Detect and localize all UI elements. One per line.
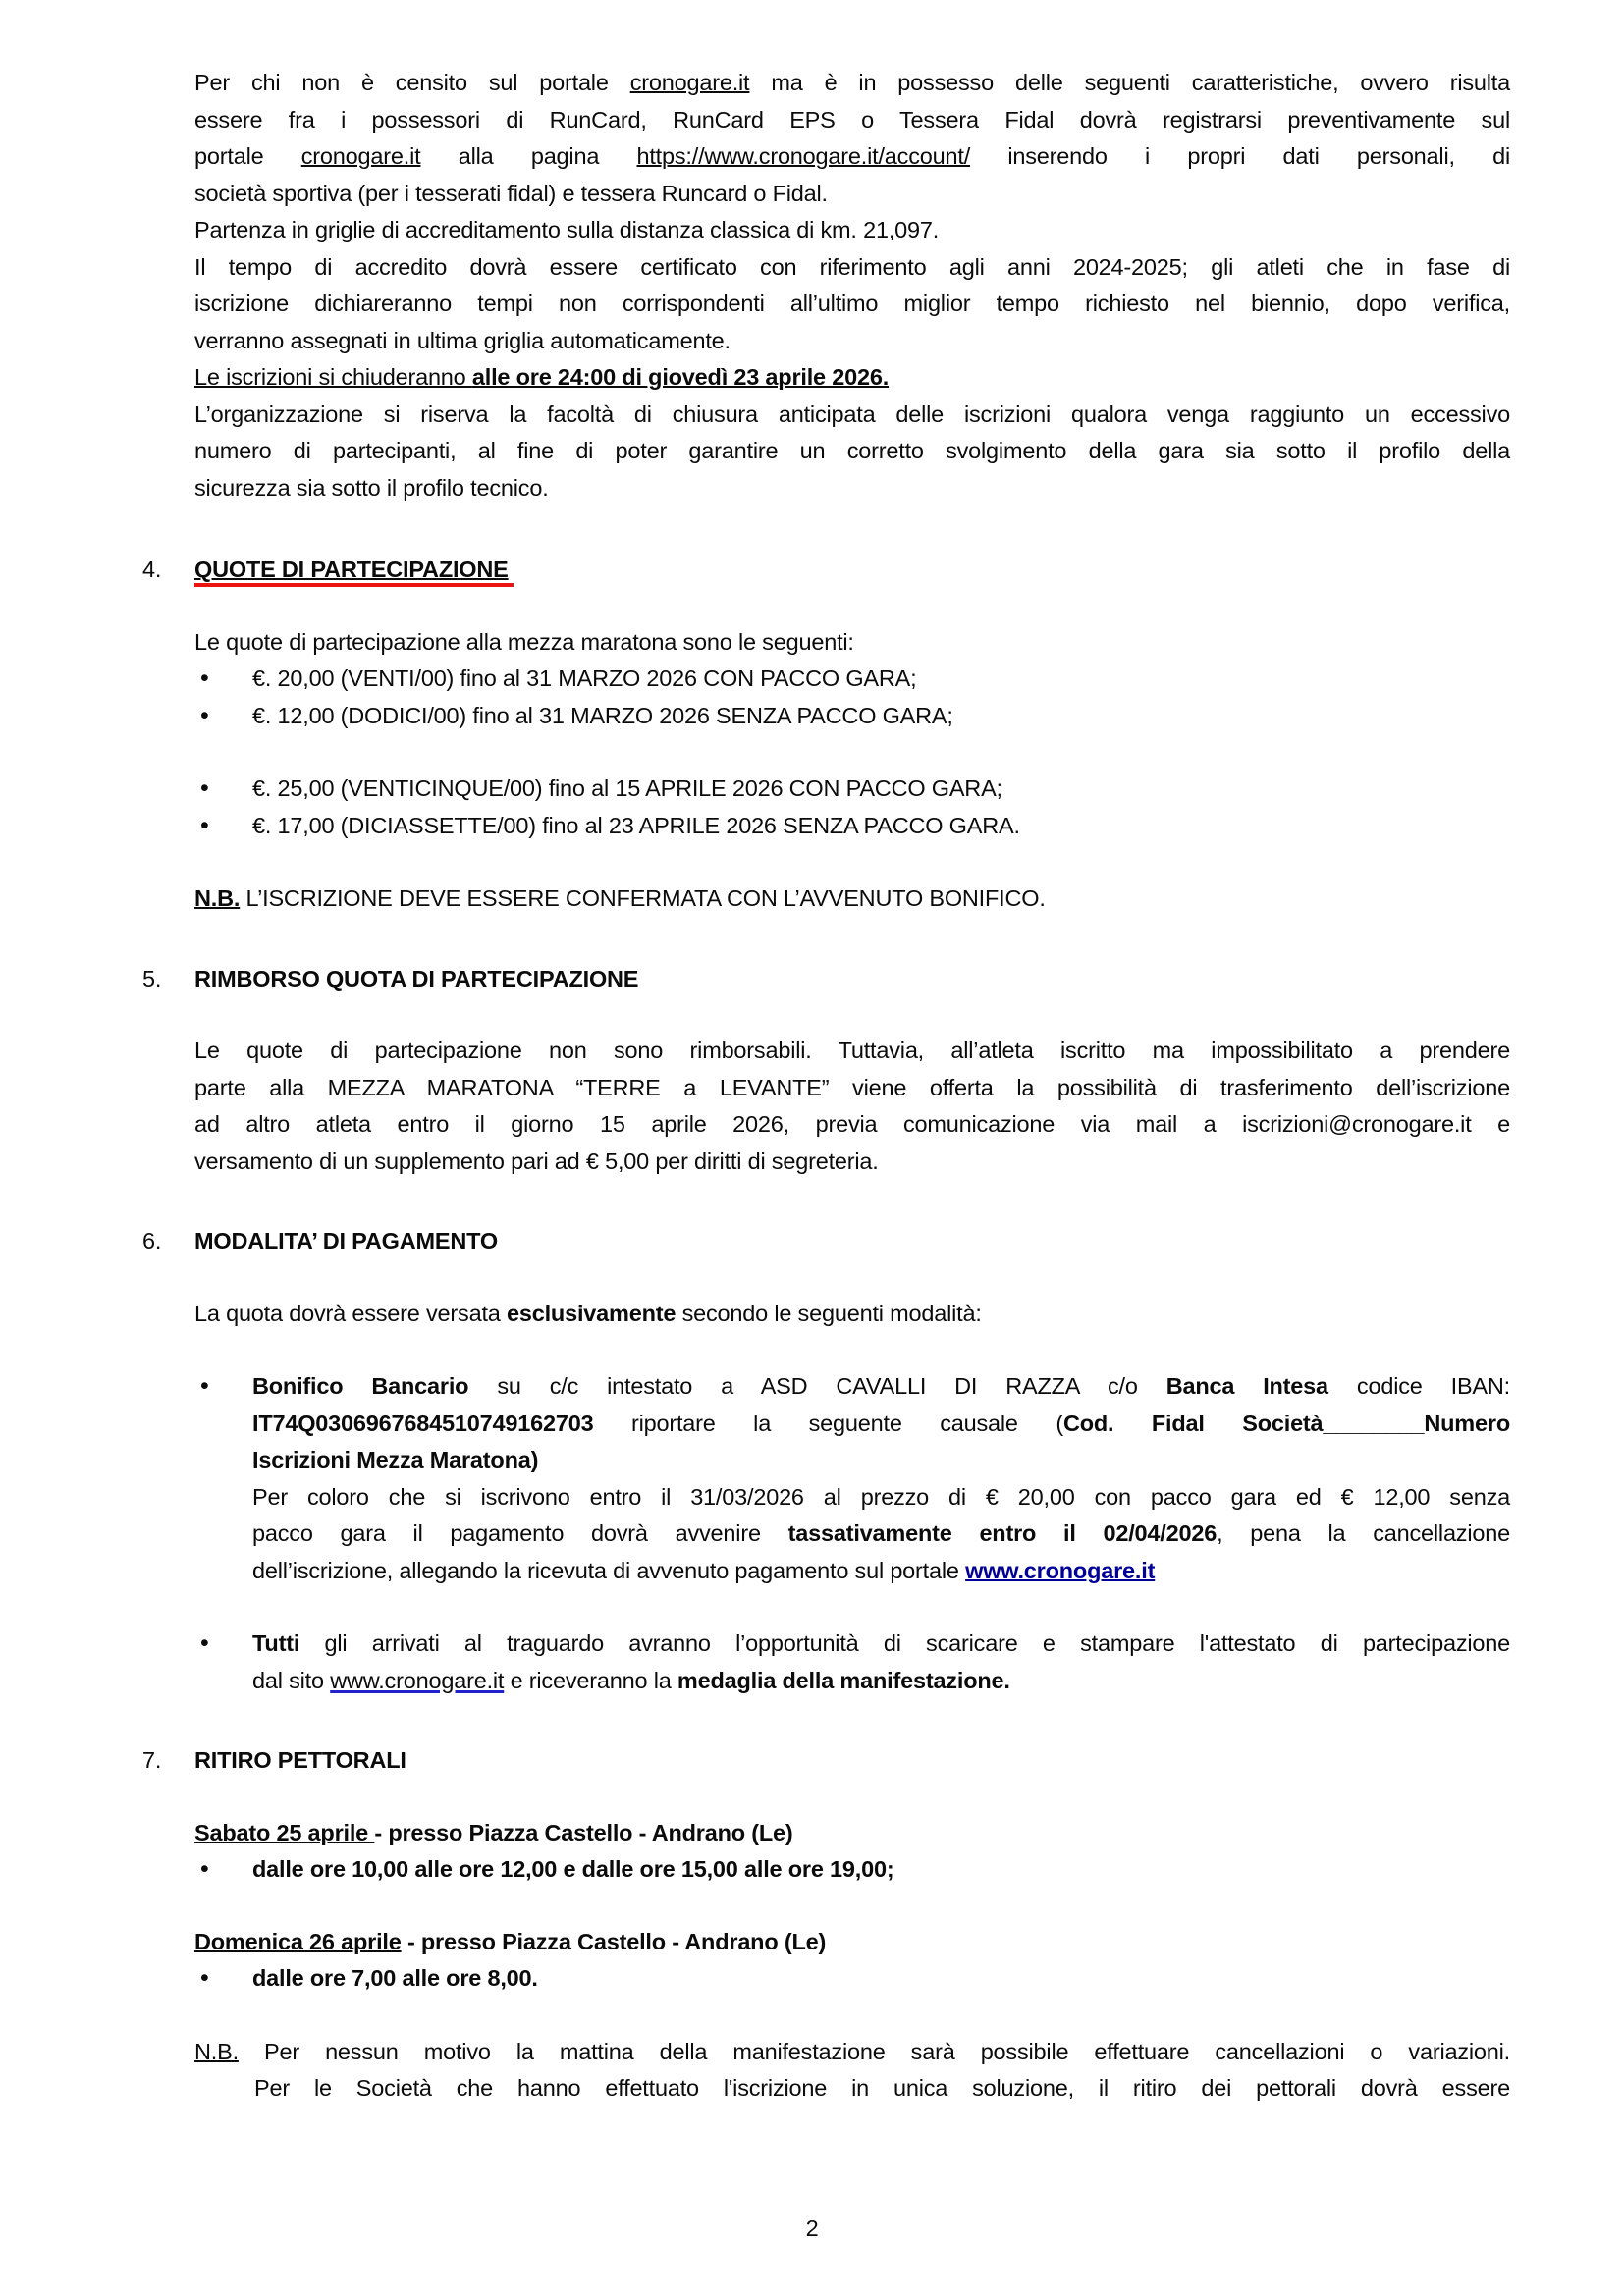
text-run: Le iscrizioni si chiuderanno (194, 364, 472, 390)
text-line (194, 470, 1510, 507)
list-item (194, 1851, 1510, 1889)
text-run: €. 17,00 (DICIASSETTE/00) fino al 23 APRILE 2026 SENZA PACCO GARA. (252, 812, 1020, 838)
text-run: Per coloro che si iscrivono entro il 31/03/2026 al prezzo di € 20,00 con pacco gara ed € 12,00 senza (252, 1483, 1510, 1510)
list-item (194, 808, 1510, 845)
bullet-icon: • (200, 701, 209, 729)
text-run: e (1471, 1111, 1510, 1137)
text-run: €. 20,00 (VENTI/00) fino al 31 MARZO 2026 CON PACCO GARA; (252, 666, 917, 691)
text-run: ad altro atleta entro il giorno 15 aprile 2026, previa comunicazione via mail a (194, 1111, 1243, 1137)
text-run: ma è in possesso delle seguenti caratteristiche, ovvero risulta (749, 70, 1510, 95)
text-run: sicurezza sia sotto il profilo tecnico. (194, 474, 549, 501)
link-cronogare-1[interactable]: cronogare.it (629, 70, 750, 95)
text-run: - presso Piazza Castello - Andrano (Le) (374, 1819, 793, 1845)
text-line (194, 624, 1510, 662)
section-heading-pettorali (142, 1742, 1510, 1780)
bullet-icon: • (200, 811, 209, 839)
link-cronogare-2[interactable]: cronogare.it (300, 143, 421, 169)
bullet-icon: • (200, 1629, 209, 1657)
document-body (142, 65, 1510, 2108)
text-run: dalle ore 7,00 alle ore 8,00. (252, 1965, 538, 1991)
heading-number: 4. (142, 557, 162, 582)
text-line (194, 1033, 1510, 1070)
text-run: Per chi non è censito sul portale (194, 70, 630, 95)
text-line (252, 1516, 1510, 1553)
text-run: essere fra i possessori di RunCard, RunCard EPS o Tessera Fidal dovrà registrarsi preventivamente sul (194, 106, 1510, 133)
text-line (194, 1924, 1510, 1961)
registration-intro-paragraph (194, 65, 1510, 507)
text-run: pacco gara il pagamento dovrà avvenire (252, 1521, 788, 1546)
text-line (252, 1553, 1510, 1590)
text-run: secondo le seguenti modalità: (676, 1300, 982, 1326)
bullet-icon: • (200, 1964, 209, 1992)
text-run: Tutti (252, 1630, 300, 1656)
payment-intro-line (194, 1296, 1510, 1333)
text-line (194, 286, 1510, 323)
pickup-saturday-line (194, 1815, 1510, 1852)
text-run: La quota dovrà essere versata (194, 1300, 507, 1326)
text-run: Bonifico Bancario (252, 1373, 469, 1399)
heading-number: 5. (142, 965, 162, 991)
text-run: portale (194, 143, 301, 169)
text-run: IT74Q0306967684510749162703 (252, 1410, 594, 1436)
list-item (194, 698, 1510, 735)
text-run: Il tempo di accredito dovrà essere certificato con riferimento agli anni 2024-2025; gli atleti che in fase di (194, 253, 1510, 280)
text-line (194, 1106, 1510, 1144)
heading-text: RITIRO PETTORALI (194, 1747, 406, 1773)
text-line (200, 1626, 1510, 1663)
nb-payment-confirmation (194, 881, 1510, 918)
text-run: Partenza in griglie di accreditamento sulla distanza classica di km. 21,097. (194, 217, 940, 242)
text-line (252, 1479, 1510, 1517)
text-line (200, 1851, 1510, 1889)
text-run: alle ore 24:00 di giovedì 23 aprile 2026. (471, 364, 890, 390)
text-run: alla pagina (420, 143, 637, 169)
text-run: N.B. (194, 2038, 239, 2064)
text-run: Per nessun motivo la mattina della manifestazione sarà possibile effettuare cancellazioni o variazioni. (238, 2038, 1510, 2064)
heading-number: 6. (142, 1228, 162, 1254)
text-line (194, 881, 1510, 918)
text-line (194, 1296, 1510, 1333)
payment-methods-list (194, 1368, 1510, 1699)
pickup-sunday-line (194, 1924, 1510, 1961)
text-line (200, 1960, 1510, 1998)
text-run: Sabato 25 aprile (194, 1819, 375, 1845)
list-item (194, 771, 1510, 808)
text-line (254, 2070, 1510, 2108)
text-line (194, 176, 1510, 213)
section-heading-quote (142, 552, 1510, 589)
text-line (194, 249, 1510, 287)
text-line (194, 1144, 1510, 1181)
text-line (194, 138, 1510, 176)
link-cronogare-account[interactable]: https://www.cronogare.it/account/ (636, 143, 971, 169)
text-line (194, 212, 1510, 249)
text-run: tassativamente entro il 02/04/2026 (787, 1521, 1218, 1546)
text-run: , pena la cancellazione (1217, 1521, 1510, 1546)
text-line (200, 808, 1510, 845)
text-run: Le quote di partecipazione non sono rimborsabili. Tuttavia, all’atleta iscritto ma impossibilitato a prendere (194, 1038, 1510, 1063)
text-line (194, 323, 1510, 360)
text-line (200, 661, 1510, 698)
text-line (194, 102, 1510, 139)
nb-no-cancellations (194, 2034, 1510, 2108)
text-run: numero di partecipanti, al fine di poter garantire un corretto svolgimento della gara sia sotto il profilo della (194, 438, 1510, 463)
text-run: verranno assegnati in ultima griglia automaticamente. (194, 327, 731, 353)
text-run: gli arrivati al traguardo avranno l’opportunità di scaricare e stampare l'attestato di partecipazione (299, 1630, 1510, 1656)
list-item (194, 1626, 1510, 1699)
text-line (194, 1070, 1510, 1107)
link-cronogare-3[interactable]: www.cronogare.it (965, 1557, 1156, 1583)
text-run: €. 12,00 (DODICI/00) fino al 31 MARZO 2026 SENZA PACCO GARA; (252, 702, 953, 728)
text-line (200, 771, 1510, 808)
heading-text: MODALITA’ DI PAGAMENTO (194, 1228, 498, 1254)
text-run: - presso Piazza Castello - Andrano (Le) (401, 1928, 827, 1954)
text-run: iscrizione dichiareranno tempi non corrispondenti all’ultimo miglior tempo richiesto nel biennio, dopo verifica, (194, 291, 1510, 316)
bullet-icon: • (200, 1855, 209, 1883)
text-run: inserendo i propri dati personali, di (970, 143, 1510, 169)
text-run: su c/c intestato a ASD CAVALLI DI RAZZA c/o (468, 1373, 1166, 1399)
heading-number: 7. (142, 1747, 162, 1773)
text-line (194, 359, 1510, 397)
page-number: 2 (805, 2216, 819, 2241)
text-run: Le quote di partecipazione alla mezza maratona sono le seguenti: (194, 628, 854, 655)
list-item (194, 1368, 1510, 1589)
text-run: medaglia della manifestazione. (677, 1667, 1010, 1693)
bullet-icon: • (200, 665, 209, 692)
bullet-icon: • (200, 1372, 209, 1400)
list-item (194, 1960, 1510, 1998)
section-heading-pagamento (142, 1223, 1510, 1260)
text-run: Domenica 26 aprile (194, 1928, 402, 1954)
text-run: codice IBAN: (1327, 1373, 1510, 1399)
text-line (194, 2034, 1510, 2071)
link-cronogare-4[interactable]: www.cronogare.it (330, 1667, 505, 1693)
text-line (252, 1442, 1510, 1479)
text-line (194, 397, 1510, 434)
text-line (200, 698, 1510, 735)
text-run: Iscrizioni Mezza Maratona) (252, 1447, 539, 1472)
text-run: Banca Intesa (1165, 1373, 1328, 1399)
link-email-iscrizioni[interactable]: iscrizioni@cronogare.it (1242, 1111, 1472, 1137)
text-run: riportare la seguente causale ( (593, 1410, 1063, 1436)
text-line (194, 65, 1510, 102)
text-line (252, 1663, 1510, 1700)
text-line (252, 1406, 1510, 1443)
fees-list-april (194, 771, 1510, 844)
text-run: L’ISCRIZIONE DEVE ESSERE CONFERMATA CON L’AVVENUTO BONIFICO. (240, 885, 1046, 911)
text-run: Cod. Fidal Società________Numero (1062, 1410, 1510, 1436)
text-run: €. 25,00 (VENTICINQUE/00) fino al 15 APRILE 2026 CON PACCO GARA; (252, 775, 1002, 801)
text-run: dell’iscrizione, allegando la ricevuta di avvenuto pagamento sul portale (252, 1557, 966, 1583)
heading-text: QUOTE DI PARTECIPAZIONE (194, 557, 514, 587)
bullet-icon: • (200, 774, 209, 802)
text-run: società sportiva (per i tesserati fidal) e tessera Runcard o Fidal. (194, 180, 828, 206)
text-run: Per le Società che hanno effettuato l'iscrizione in unica soluzione, il ritiro dei pettorali dovrà essere (254, 2075, 1510, 2101)
text-run: versamento di un supplemento pari ad € 5,00 per diritti di segreteria. (194, 1148, 879, 1174)
text-run: L’organizzazione si riserva la facoltà di chiusura anticipata delle iscrizioni qualora venga raggiunto un eccessivo (194, 400, 1510, 427)
text-run: N.B. (194, 885, 241, 911)
text-run: esclusivamente (506, 1300, 677, 1326)
section-heading-rimborso (142, 961, 1510, 998)
text-run: dalle ore 10,00 alle ore 12,00 e dalle ore 15,00 alle ore 19,00; (252, 1856, 894, 1882)
text-line (200, 1368, 1510, 1406)
list-item (194, 661, 1510, 698)
pickup-sunday-hours (194, 1960, 1510, 1998)
text-line (194, 1815, 1510, 1852)
heading-text: RIMBORSO QUOTA DI PARTECIPAZIONE (194, 965, 639, 991)
pickup-saturday-hours (194, 1851, 1510, 1889)
text-run: parte alla MEZZA MARATONA “TERRE a LEVANTE” viene offerta la possibilità di trasferimento dell’iscrizione (194, 1074, 1510, 1100)
quote-intro-line (194, 624, 1510, 662)
fees-list-march (194, 661, 1510, 734)
text-run: e riceveranno la (504, 1667, 677, 1693)
refund-paragraph (194, 1033, 1510, 1180)
text-run: dal sito (252, 1667, 331, 1693)
text-line (194, 433, 1510, 470)
